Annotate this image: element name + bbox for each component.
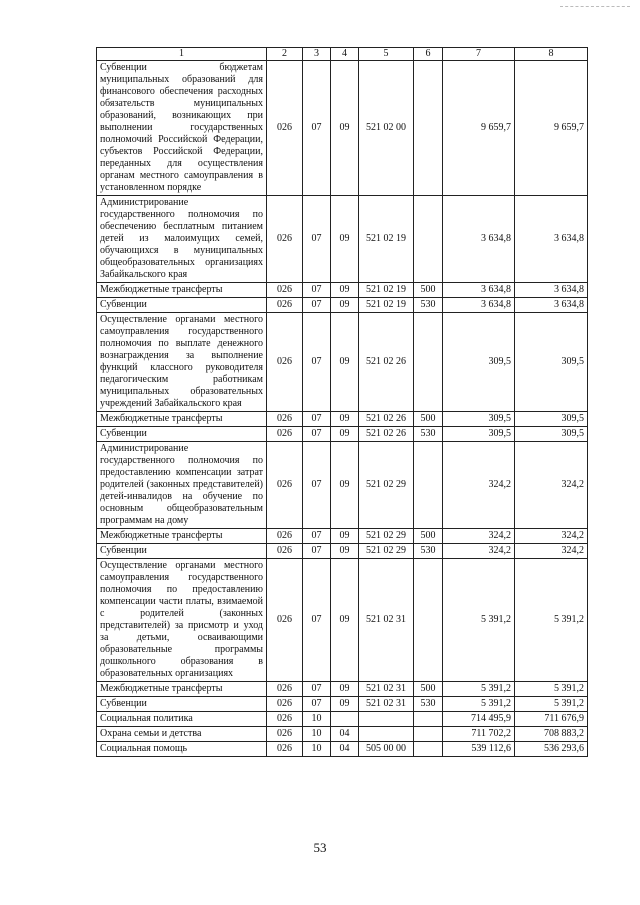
header-row (97, 48, 588, 61)
subsection-cell: 04 (331, 742, 359, 757)
subsection-cell: 09 (331, 682, 359, 697)
item-name-cell: Субвенции (97, 544, 267, 559)
subsection-cell: 09 (331, 559, 359, 682)
target-article-cell: 521 02 26 (359, 412, 414, 427)
subsection-cell: 09 (331, 61, 359, 196)
subsection-cell: 09 (331, 313, 359, 412)
target-article-cell: 521 02 26 (359, 427, 414, 442)
target-article-cell (359, 727, 414, 742)
target-article-cell: 505 00 00 (359, 742, 414, 757)
item-name-cell: Субвенции бюджетам муниципальных образований для финансового обеспечения расходных обязательств муниципальных образований, возникающих при выполнении государственных полномочий Российской Федерации, субъектов Российской Федерации, переданных для осуществления органам местного самоуправления в установленном порядке (97, 61, 267, 196)
target-article-cell: 521 02 29 (359, 529, 414, 544)
amount-cell: 3 634,8 (515, 196, 588, 283)
header-cell: 2 (267, 48, 303, 61)
item-name-cell: Администрирование государственного полномочия по предоставлению компенсации затрат родителей (законных представителей) детей-инвалидов на обучение по основным общеобразовательным программам на дому (97, 442, 267, 529)
expense-type-cell (414, 559, 443, 682)
amount-cell: 3 634,8 (515, 283, 588, 298)
target-article-cell: 521 02 19 (359, 283, 414, 298)
section-cell: 07 (303, 559, 331, 682)
table-row (97, 283, 588, 298)
target-article-cell: 521 02 31 (359, 559, 414, 682)
section-cell: 07 (303, 544, 331, 559)
code-cell: 026 (267, 712, 303, 727)
expense-type-cell (414, 742, 443, 757)
amount-cell: 3 634,8 (515, 298, 588, 313)
code-cell: 026 (267, 742, 303, 757)
item-name-cell: Осуществление органами местного самоуправления государственного полномочия по выплате денежного вознаграждения за выполнение функций классного руководителя педагогическим работникам муниципальных образовательных учреждений Забайкальского края (97, 313, 267, 412)
code-cell: 026 (267, 559, 303, 682)
section-cell: 07 (303, 313, 331, 412)
item-name-cell: Социальная политика (97, 712, 267, 727)
code-cell: 026 (267, 283, 303, 298)
table-row (97, 412, 588, 427)
page-number: 53 (313, 840, 327, 855)
expense-type-cell: 500 (414, 529, 443, 544)
item-name-cell: Субвенции (97, 697, 267, 712)
budget-table (96, 47, 588, 757)
amount-cell: 309,5 (515, 313, 588, 412)
amount-cell: 324,2 (443, 544, 515, 559)
section-cell: 07 (303, 442, 331, 529)
section-cell: 10 (303, 727, 331, 742)
section-cell: 07 (303, 61, 331, 196)
amount-cell: 324,2 (443, 529, 515, 544)
section-cell: 07 (303, 682, 331, 697)
amount-cell: 309,5 (443, 412, 515, 427)
amount-cell: 309,5 (443, 427, 515, 442)
section-cell: 07 (303, 196, 331, 283)
table-header (97, 48, 588, 61)
amount-cell: 309,5 (443, 313, 515, 412)
amount-cell: 324,2 (515, 529, 588, 544)
table-row (97, 544, 588, 559)
section-cell: 07 (303, 298, 331, 313)
amount-cell: 539 112,6 (443, 742, 515, 757)
subsection-cell: 09 (331, 697, 359, 712)
item-name-cell: Межбюджетные трансферты (97, 412, 267, 427)
amount-cell: 536 293,6 (515, 742, 588, 757)
header-cell: 7 (443, 48, 515, 61)
target-article-cell: 521 02 00 (359, 61, 414, 196)
amount-cell: 711 676,9 (515, 712, 588, 727)
subsection-cell: 09 (331, 196, 359, 283)
section-cell: 07 (303, 427, 331, 442)
code-cell: 026 (267, 529, 303, 544)
subsection-cell: 09 (331, 544, 359, 559)
target-article-cell: 521 02 19 (359, 298, 414, 313)
target-article-cell: 521 02 31 (359, 682, 414, 697)
table-row (97, 298, 588, 313)
expense-type-cell: 530 (414, 697, 443, 712)
header-cell: 5 (359, 48, 414, 61)
item-name-cell: Субвенции (97, 427, 267, 442)
table-row (97, 742, 588, 757)
expense-type-cell (414, 61, 443, 196)
target-article-cell: 521 02 29 (359, 544, 414, 559)
code-cell: 026 (267, 727, 303, 742)
table-row (97, 196, 588, 283)
item-name-cell: Межбюджетные трансферты (97, 529, 267, 544)
expense-type-cell: 530 (414, 544, 443, 559)
code-cell: 026 (267, 442, 303, 529)
table-row (97, 727, 588, 742)
item-name-cell: Социальная помощь (97, 742, 267, 757)
amount-cell: 5 391,2 (443, 682, 515, 697)
section-cell: 10 (303, 742, 331, 757)
subsection-cell: 09 (331, 412, 359, 427)
expense-type-cell (414, 442, 443, 529)
amount-cell: 309,5 (515, 427, 588, 442)
scan-edge-mark (560, 6, 630, 8)
code-cell: 026 (267, 196, 303, 283)
expense-type-cell: 500 (414, 412, 443, 427)
header-cell: 4 (331, 48, 359, 61)
target-article-cell: 521 02 29 (359, 442, 414, 529)
code-cell: 026 (267, 697, 303, 712)
amount-cell: 3 634,8 (443, 283, 515, 298)
target-article-cell: 521 02 26 (359, 313, 414, 412)
expense-type-cell: 530 (414, 298, 443, 313)
item-name-cell: Администрирование государственного полномочия по обеспечению бесплатным питанием детей из малоимущих семей, обучающихся в муниципальных общеобразовательных организациях Забайкальского края (97, 196, 267, 283)
amount-cell: 3 634,8 (443, 298, 515, 313)
code-cell: 026 (267, 61, 303, 196)
subsection-cell (331, 712, 359, 727)
amount-cell: 5 391,2 (515, 682, 588, 697)
amount-cell: 5 391,2 (443, 559, 515, 682)
table-row (97, 712, 588, 727)
item-name-cell: Осуществление органами местного самоуправления государственного полномочия по предоставлению компенсации части платы, взимаемой с родителей (законных представителей) за присмотр и уход за детьми, осваивающими образовательные программы дошкольного образования в образовательных организациях (97, 559, 267, 682)
expense-type-cell: 530 (414, 427, 443, 442)
subsection-cell: 09 (331, 442, 359, 529)
amount-cell: 9 659,7 (443, 61, 515, 196)
header-cell: 8 (515, 48, 588, 61)
code-cell: 026 (267, 544, 303, 559)
expense-type-cell (414, 727, 443, 742)
table-row (97, 442, 588, 529)
table-row (97, 529, 588, 544)
subsection-cell: 04 (331, 727, 359, 742)
expense-type-cell: 500 (414, 682, 443, 697)
amount-cell: 708 883,2 (515, 727, 588, 742)
amount-cell: 5 391,2 (515, 697, 588, 712)
amount-cell: 711 702,2 (443, 727, 515, 742)
amount-cell: 324,2 (515, 544, 588, 559)
item-name-cell: Субвенции (97, 298, 267, 313)
code-cell: 026 (267, 298, 303, 313)
header-cell: 3 (303, 48, 331, 61)
amount-cell: 9 659,7 (515, 61, 588, 196)
section-cell: 07 (303, 412, 331, 427)
table-row (97, 61, 588, 196)
header-cell: 6 (414, 48, 443, 61)
item-name-cell: Межбюджетные трансферты (97, 682, 267, 697)
item-name-cell: Охрана семьи и детства (97, 727, 267, 742)
table-row (97, 697, 588, 712)
code-cell: 026 (267, 427, 303, 442)
subsection-cell: 09 (331, 427, 359, 442)
amount-cell: 5 391,2 (515, 559, 588, 682)
section-cell: 07 (303, 529, 331, 544)
expense-type-cell (414, 313, 443, 412)
expense-type-cell: 500 (414, 283, 443, 298)
amount-cell: 714 495,9 (443, 712, 515, 727)
item-name-cell: Межбюджетные трансферты (97, 283, 267, 298)
target-article-cell (359, 712, 414, 727)
target-article-cell: 521 02 31 (359, 697, 414, 712)
table-row (97, 559, 588, 682)
amount-cell: 3 634,8 (443, 196, 515, 283)
subsection-cell: 09 (331, 298, 359, 313)
table-row (97, 682, 588, 697)
target-article-cell: 521 02 19 (359, 196, 414, 283)
table-body (97, 61, 588, 757)
amount-cell: 324,2 (515, 442, 588, 529)
header-cell: 1 (97, 48, 267, 61)
table-row (97, 313, 588, 412)
expense-type-cell (414, 196, 443, 283)
code-cell: 026 (267, 412, 303, 427)
section-cell: 07 (303, 697, 331, 712)
amount-cell: 5 391,2 (443, 697, 515, 712)
section-cell: 10 (303, 712, 331, 727)
amount-cell: 309,5 (515, 412, 588, 427)
expense-type-cell (414, 712, 443, 727)
amount-cell: 324,2 (443, 442, 515, 529)
subsection-cell: 09 (331, 529, 359, 544)
table-row (97, 427, 588, 442)
code-cell: 026 (267, 682, 303, 697)
code-cell: 026 (267, 313, 303, 412)
subsection-cell: 09 (331, 283, 359, 298)
section-cell: 07 (303, 283, 331, 298)
